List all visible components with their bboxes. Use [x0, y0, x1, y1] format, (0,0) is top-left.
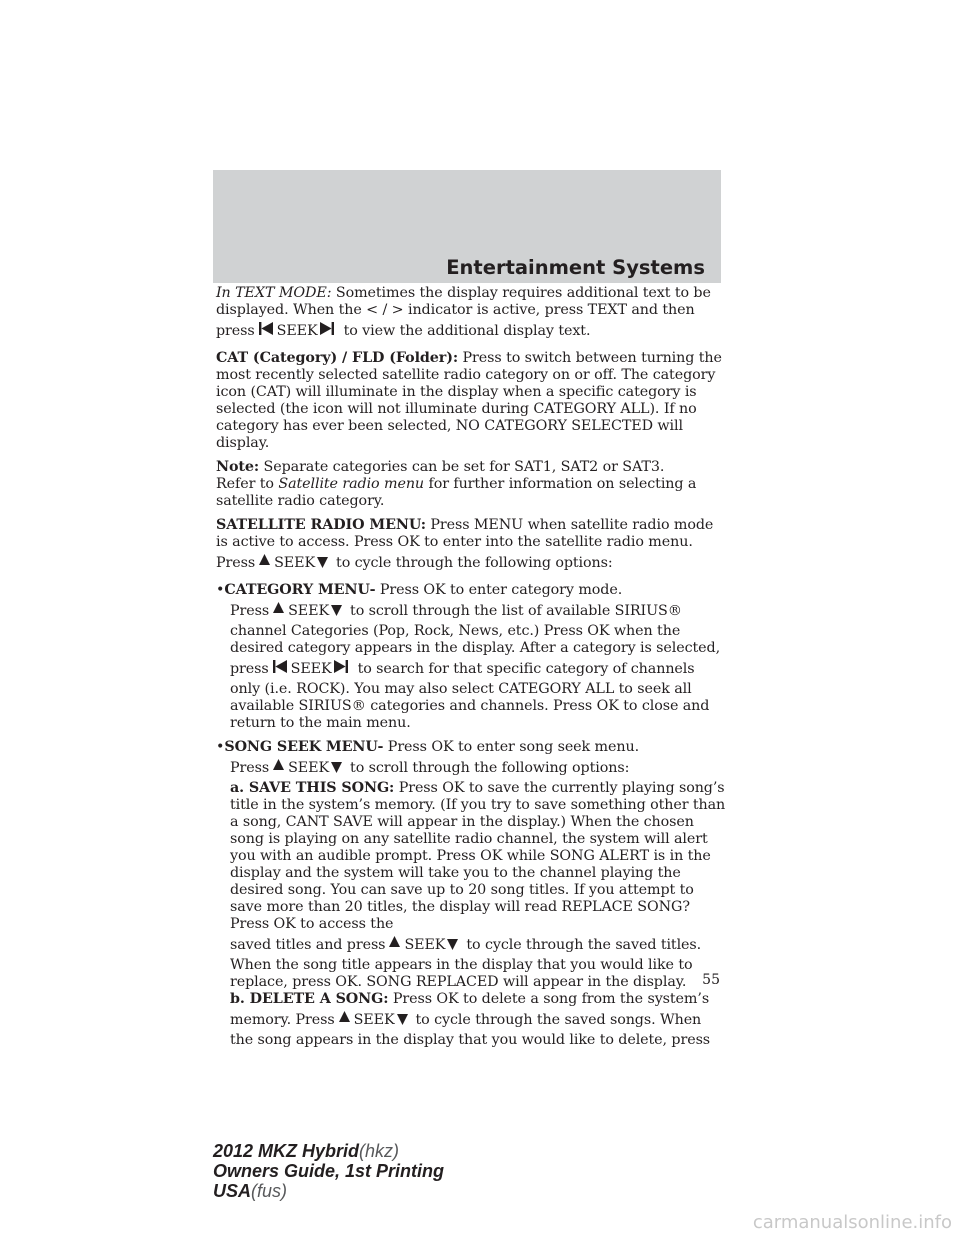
song-seek-menu-label: SONG SEEK MENU- — [224, 739, 384, 755]
seek-forward-icon — [334, 660, 348, 673]
seek-up-triangle-icon — [339, 1011, 350, 1022]
seek-label: SEEK — [288, 760, 330, 776]
text-mode-label: In TEXT MODE: — [216, 285, 332, 301]
seek-back-icon — [273, 660, 287, 673]
seek-label: SEEK — [274, 555, 316, 571]
footer-line-3: USA(fus) — [213, 1181, 288, 1201]
note-text: Separate categories can be set for SAT1, SAT2 or SAT3. — [263, 459, 665, 475]
print-footer — [213, 1141, 444, 1201]
cat-text: Press to switch between turning the most recently selected satellite radio category on or off. The category icon (CAT) will illuminate in the display when a specific category is selected (the icon will not illuminate during CATEGORY ALL). If no category has ever been selected, NO CATEGORY SELECTED will display. — [216, 350, 722, 451]
save-song-paragraph: a. SAVE THIS SONG: Press OK to save the currently playing song’s title in the system’s memory. (If you try to save something other than a song, CANT SAVE will appear in the display.) When the chosen song is playing on any satellite radio channel, the system will alert you with an audible prompt. Press OK while SONG ALERT is in the display and the system will take you to the channel playing the desired song. You can save up to 20 song titles. If you attempt to save more than 20 titles, the display will read REPLACE SONG? Press OK to access the — [230, 780, 726, 932]
category-menu-seek-line: Press SEEK to scroll through the list of available SIRIUS® — [230, 603, 682, 619]
site-watermark: carmanualsonline.info — [752, 1212, 952, 1233]
satellite-menu-seek-line: Press SEEK to cycle through the following options: — [216, 555, 613, 571]
category-menu-item: •CATEGORY MENU- Press OK to enter category mode. — [216, 582, 623, 598]
seek-up-triangle-icon — [273, 602, 284, 613]
seek-label: SEEK — [290, 661, 332, 677]
footer-line-2: Owners Guide, 1st Printing — [213, 1161, 445, 1181]
delete-song-seek-line: memory. Press SEEK to cycle through the saved songs. When — [230, 1012, 702, 1028]
cat-paragraph — [216, 350, 726, 452]
satellite-menu-paragraph: SATELLITE RADIO MENU: Press MENU when satellite radio mode is active to access. Press OK to enter into the satellite radio menu. — [216, 517, 714, 550]
section-header-band — [213, 170, 721, 283]
seek-label: SEEK — [276, 323, 318, 339]
text-mode-seek-line: press SEEK to view the additional display text. — [216, 323, 591, 339]
seek-up-triangle-icon — [259, 554, 270, 565]
seek-forward-icon — [320, 322, 334, 335]
category-menu-seek-line-2: press SEEK to search for that specific category of channels — [230, 661, 695, 677]
save-song-seek-line: saved titles and press SEEK to cycle through the saved titles. — [230, 937, 702, 953]
seek-down-triangle-icon — [331, 605, 342, 616]
seek-up-triangle-icon — [273, 759, 284, 770]
section-title: Entertainment Systems — [446, 256, 705, 279]
page-number: 55 — [702, 972, 720, 988]
delete-song-paragraph: b. DELETE A SONG: Press OK to delete a song from the system’s — [230, 991, 710, 1007]
category-menu-text-2: only (i.e. ROCK). You may also select CATEGORY ALL to seek all available SIRIUS® categories and channels. Press OK to close and return to the main menu. — [230, 681, 710, 731]
page-body — [216, 285, 726, 1049]
note-paragraph: Note: Separate categories can be set for SAT1, SAT2 or SAT3. Refer to Satellite radio menu for further information on selecting a satellite radio category. — [216, 459, 697, 509]
save-song-text-2: When the song title appears in the display that you would like to replace, press OK. SONG REPLACED will appear in the display. — [230, 957, 693, 990]
save-song-label: a. SAVE THIS SONG: — [230, 780, 395, 796]
song-seek-menu-seek-line: Press SEEK to scroll through the following options: — [230, 760, 630, 776]
seek-down-triangle-icon — [331, 762, 342, 773]
seek-label: SEEK — [404, 937, 446, 953]
cat-label: CAT (Category) / FLD (Folder): — [216, 350, 459, 366]
text-mode-paragraph — [216, 285, 726, 319]
note-label: Note: — [216, 459, 260, 475]
seek-down-triangle-icon — [447, 939, 458, 950]
satellite-radio-menu-reference: Satellite radio menu — [278, 476, 425, 492]
seek-up-triangle-icon — [389, 936, 400, 947]
category-menu-text: channel Categories (Pop, Rock, News, etc.) Press OK when the desired category appears in the display. After a category is selected, — [230, 623, 721, 656]
seek-label: SEEK — [288, 603, 330, 619]
song-seek-menu-item: •SONG SEEK MENU- Press OK to enter song seek menu. — [216, 739, 640, 755]
delete-song-text-2: the song appears in the display that you would like to delete, press — [230, 1032, 711, 1048]
satellite-menu-label: SATELLITE RADIO MENU: — [216, 517, 426, 533]
seek-down-triangle-icon — [317, 557, 328, 568]
delete-song-label: b. DELETE A SONG: — [230, 991, 389, 1007]
seek-down-triangle-icon — [397, 1014, 408, 1025]
footer-line-1: 2012 MKZ Hybrid(hkz) — [213, 1141, 400, 1161]
text-mode-text: Sometimes the display requires additional text to be displayed. When the < / > indicator is active, press TEXT and then — [216, 285, 711, 318]
seek-back-icon — [259, 322, 273, 335]
category-menu-label: CATEGORY MENU- — [224, 582, 376, 598]
seek-label: SEEK — [353, 1012, 395, 1028]
